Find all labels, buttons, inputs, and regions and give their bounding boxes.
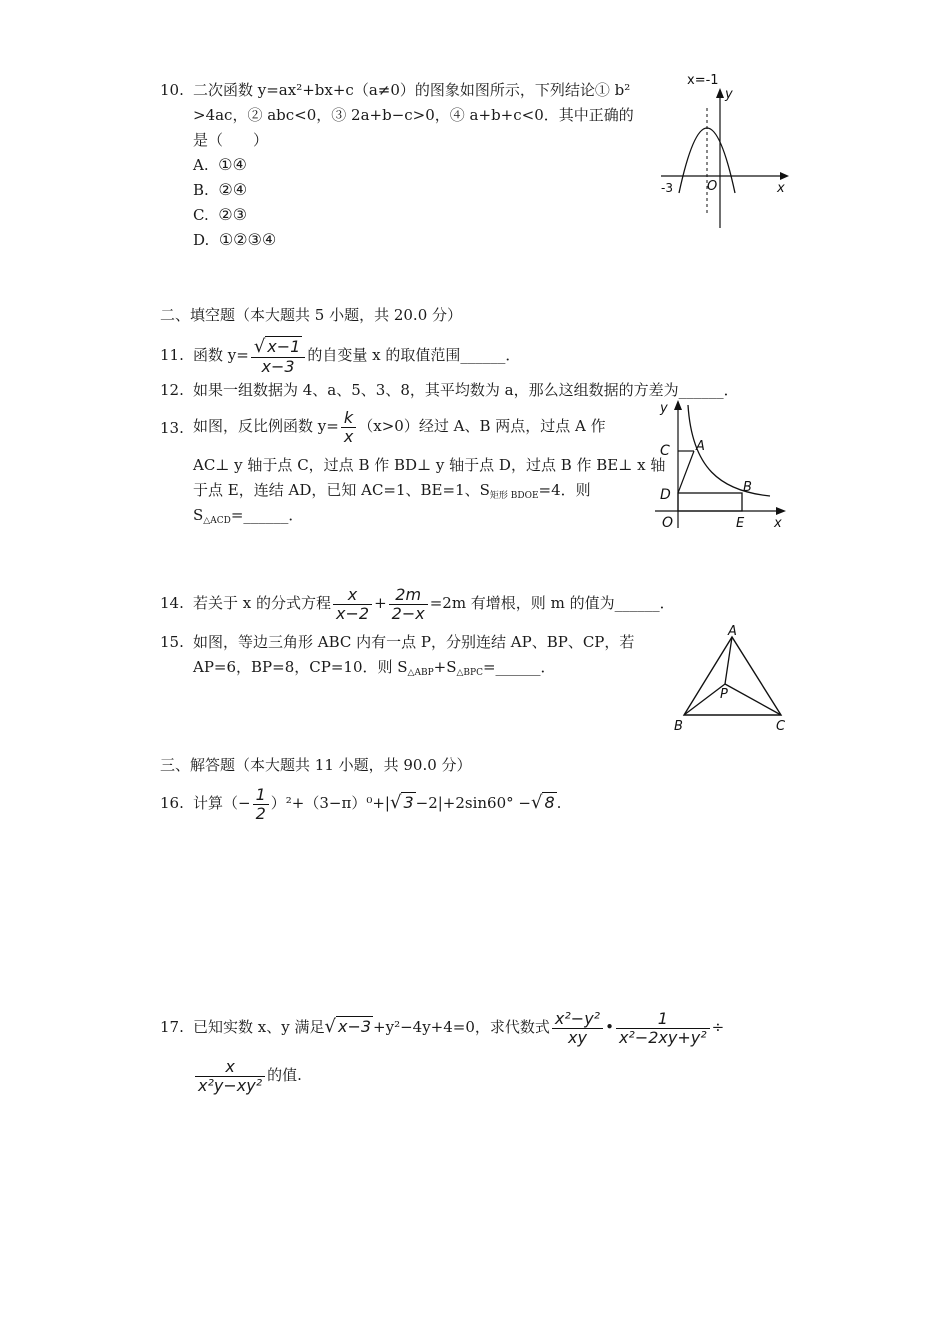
point-c-label: C <box>660 443 670 459</box>
q17-number: 17. <box>160 1018 184 1036</box>
origin-label: O <box>662 515 674 531</box>
segment-bp <box>684 684 725 715</box>
point-a-label: A <box>696 439 705 454</box>
q15-triangle-figure <box>668 620 798 735</box>
q15-line2: AP=6，BP=8，CP=10．则 $S_{\triangle ABP}+S_{\triangle BPC}=\_\_\_\_\_\_$． <box>193 658 556 678</box>
q13-line3: 于点 E，连结 AD，已知 AC=1、BE=1、$S_{矩形 BDOE}=4$．则 <box>193 481 591 501</box>
q17-line1: 已知实数 x、y 满足√ x−3 +y²−4y+4=0，求代数式 $\frac{\text{x²−y²}}{xy}$ • $\frac{1}{\text{x²−2xy+y²}}$ ÷ <box>193 1008 725 1047</box>
y-label: y <box>660 401 668 416</box>
x-label: x <box>774 516 782 531</box>
section3-title: 三、解答题（本大题共 11 小题，共 90.0 分） <box>160 756 472 774</box>
q14-fraction1: $\frac{x}{x-2}$ <box>333 586 372 622</box>
q10-option-a[interactable]: A. ①④ <box>193 155 247 174</box>
q15-line1: 如图，等边三角形 ABC 内有一点 P，分别连结 AP、BP、CP，若 <box>193 633 635 651</box>
q16-number: 16. <box>160 794 184 812</box>
vertex-b-label: B <box>674 719 683 734</box>
segment-ap <box>725 637 732 684</box>
q10-stem-line3: 是（ ） <box>193 131 269 149</box>
segment-ad <box>678 451 694 493</box>
point-p-label: P <box>720 687 728 702</box>
q11-content: 函数 y= $\frac{√ x-1}{x-3}$ 的自变量 x 的取值范围______． <box>193 335 521 376</box>
q10-option-b[interactable]: B. ②④ <box>193 180 248 199</box>
q13-line2: AC⊥ y 轴于点 C，过点 B 作 BD⊥ y 轴于点 D，过点 B 作 BE⊥ x 轴 <box>193 456 666 474</box>
point-b-label: B <box>743 480 752 495</box>
q14-content: 若关于 x 的分式方程 $\frac{x}{x-2}$ + $\frac{2m}{2-x}$ =2m 有增根，则 m 的值为______． <box>193 584 675 623</box>
y-axis-arrow <box>674 400 682 410</box>
q13-line4: $S_{\triangle ACD}=\_\_\_\_\_\_$． <box>193 506 304 526</box>
q17-line2: $\frac{x}{\text{x²y−xy²}}$ 的值. <box>193 1052 302 1098</box>
q10-stem-line2: >4ac，② abc<0，③ 2a+b−c>0，④ a+b+c<0．其中正确的 <box>193 106 634 124</box>
y-label: y <box>725 87 733 102</box>
rectangle-bdoe <box>678 493 742 511</box>
q10-stem-line1: 二次函数 y=ax²+bx+c（a≠0）的图象如图所示，下列结论① b² <box>193 81 631 99</box>
tick-minus-three: -3 <box>661 181 673 195</box>
point-e-label: E <box>736 516 745 531</box>
q10-option-d[interactable]: D. ①②③④ <box>193 230 277 249</box>
axis-of-symmetry-label: x=-1 <box>687 73 719 88</box>
vertex-c-label: C <box>776 719 786 734</box>
segment-cp <box>725 684 781 715</box>
q10-number: 10. <box>160 81 184 99</box>
x-axis-arrow <box>776 507 786 515</box>
q16-content: 计算（− $\frac{1}{2}$ ）²+（3−π）⁰+|√ 3 −2|+2sin60° −√ 8 . <box>193 784 562 823</box>
q11-fraction: $\frac{√ x-1}{x-3}$ <box>251 337 306 375</box>
q13-line1: 如图，反比例函数 y= $\frac{k}{x}$ （x>0）经过 A、B 两点，过点 A 作 <box>193 407 606 446</box>
origin-label: O <box>707 179 718 194</box>
q13-number: 13. <box>160 419 184 437</box>
q17-fraction3: $\frac{x}{\text{x²y−xy²}}$ <box>195 1058 265 1094</box>
q13-inverse-function-graph <box>650 393 790 533</box>
point-d-label: D <box>660 487 671 503</box>
x-label: x <box>777 181 785 196</box>
q10-option-c[interactable]: C. ②③ <box>193 205 247 224</box>
q15-number: 15. <box>160 633 184 651</box>
x-axis-arrow <box>780 172 789 180</box>
q12-text: 如果一组数据为 4、a、5、3、8，其平均数为 a，那么这组数据的方差为______． <box>193 381 739 399</box>
q14-number: 14. <box>160 594 184 612</box>
q12-number: 12. <box>160 381 184 399</box>
q10-parabola-graph <box>655 68 795 233</box>
q17-fraction1: $\frac{\text{x²−y²}}{xy}$ <box>552 1010 603 1046</box>
q11-number: 11. <box>160 346 184 364</box>
q17-fraction2: $\frac{1}{\text{x²−2xy+y²}}$ <box>616 1010 710 1046</box>
q14-fraction2: $\frac{2m}{2-x}$ <box>389 586 428 622</box>
y-axis-arrow <box>716 88 724 98</box>
section2-title: 二、填空题（本大题共 5 小题，共 20.0 分） <box>160 306 463 324</box>
vertex-a-label: A <box>728 624 737 639</box>
